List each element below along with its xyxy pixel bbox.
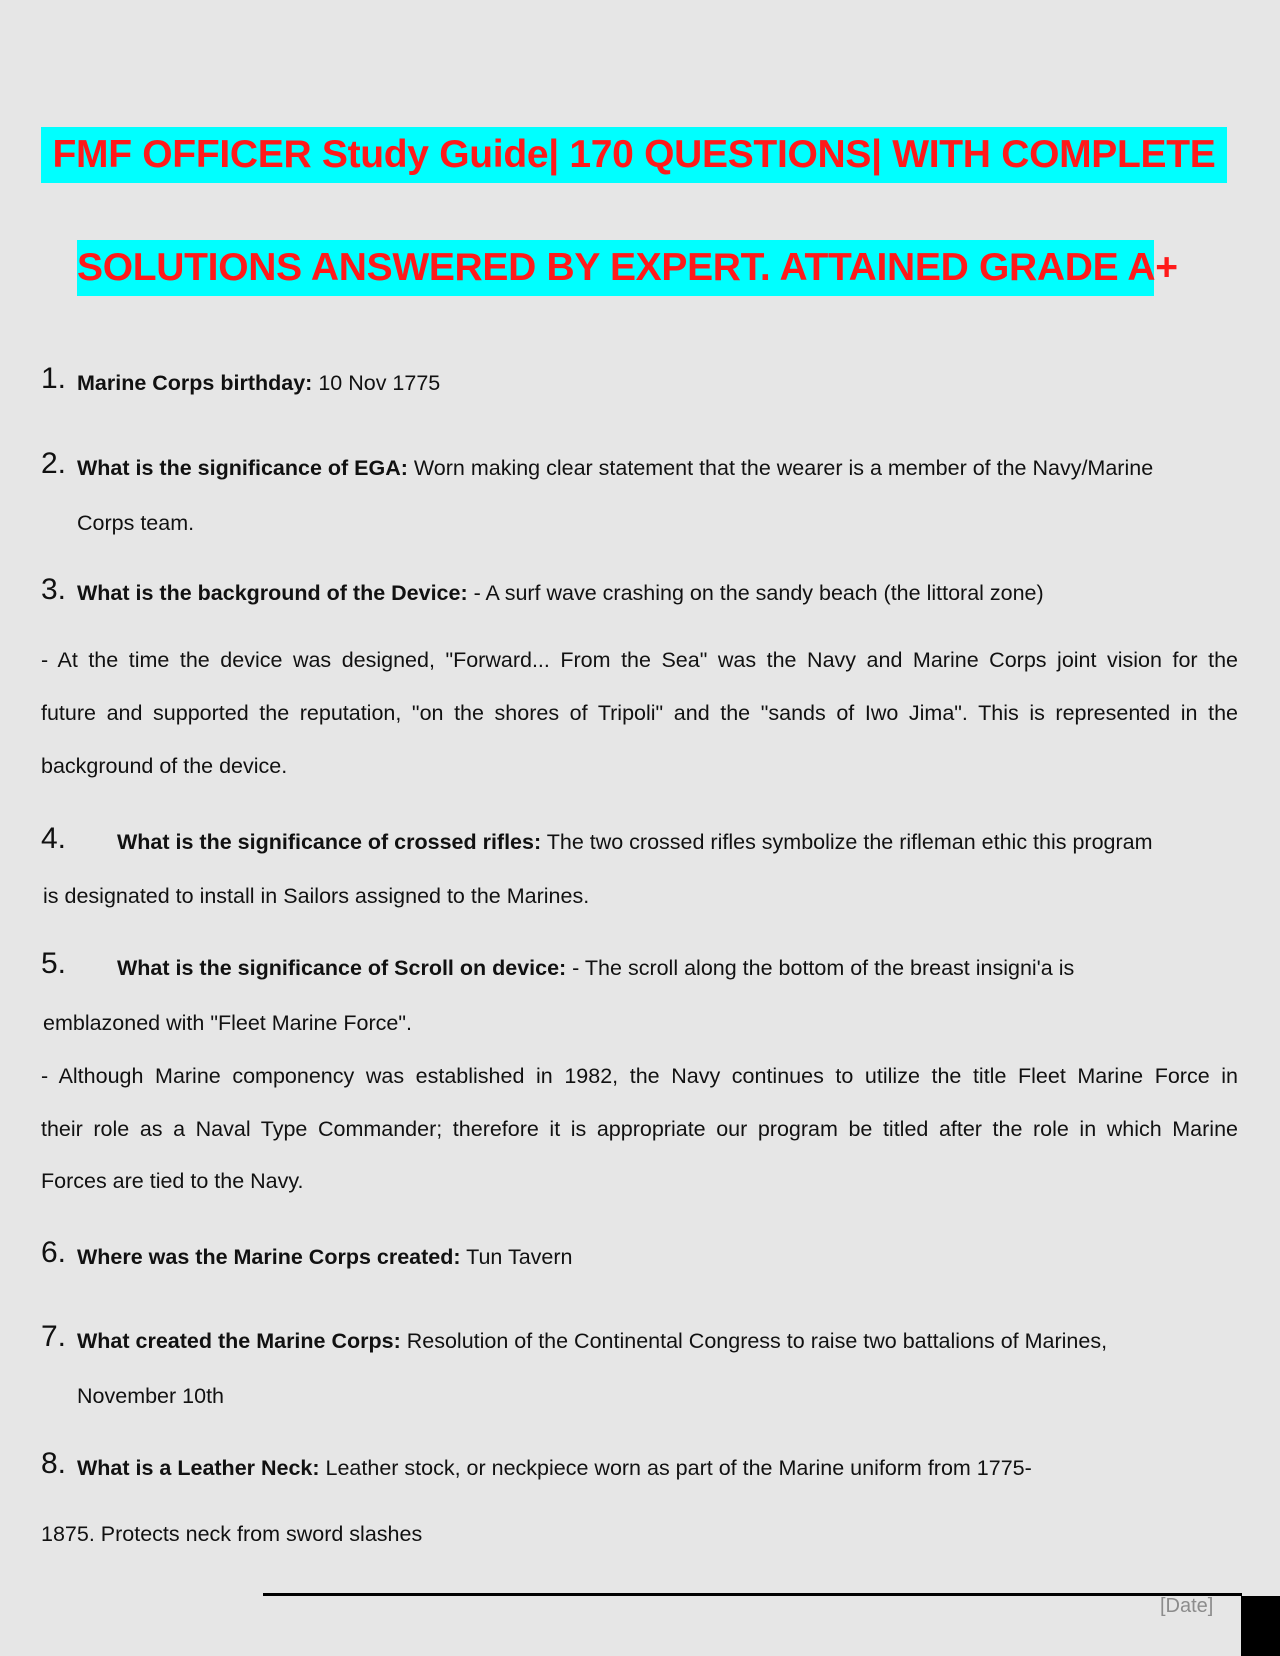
item-number: 2.: [41, 447, 67, 480]
answer-text: - The scroll along the bottom of the breast insigni'a is: [566, 956, 1075, 980]
answer-continuation: is designated to install in Sailors assigned to the Marines.: [43, 884, 590, 908]
item-number: 3.: [41, 573, 67, 606]
answer-text: Leather stock, or neckpiece worn as part of the Marine uniform from 1775-: [319, 1456, 1032, 1480]
answer-text: The two crossed rifles symbolize the rifleman ethic this program: [541, 830, 1153, 854]
question-text: What is the significance of EGA:: [77, 456, 408, 480]
item-number: 7.: [41, 1320, 67, 1353]
paragraph-line: future and supported the reputation, "on the shores of Tripoli" and the "sands of Iwo Jima". This is represented in the: [41, 701, 1238, 725]
answer-text: 10 Nov 1775: [312, 371, 441, 395]
question-text: Marine Corps birthday:: [77, 371, 313, 395]
document-title-line-2: SOLUTIONS ANSWERED BY EXPERT. ATTAINED GRADE A+: [77, 240, 1154, 296]
answer-text: Resolution of the Continental Congress to raise two battalions of Marines,: [400, 1329, 1108, 1353]
question-text: What is the significance of Scroll on device:: [117, 956, 567, 980]
item-number: 1.: [41, 362, 67, 395]
question-text: Where was the Marine Corps created:: [77, 1245, 461, 1269]
question-text: What created the Marine Corps:: [77, 1329, 401, 1353]
list-item: [77, 1242, 572, 1272]
answer-continuation: 1875. Protects neck from sword slashes: [41, 1522, 423, 1546]
answer-continuation: Corps team.: [77, 511, 195, 535]
answer-continuation: November 10th: [77, 1384, 224, 1408]
paragraph-line: - At the time the device was designed, "Forward... From the Sea" was the Navy and Marine Corps joint vision for the: [41, 648, 1238, 672]
answer-text: Worn making clear statement that the wearer is a member of the Navy/Marine: [407, 456, 1154, 480]
answer-continuation: emblazoned with "Fleet Marine Force".: [43, 1011, 412, 1035]
paragraph-line: background of the device.: [41, 754, 288, 778]
list-item: [117, 827, 1153, 857]
paragraph-line: Forces are tied to the Navy.: [41, 1169, 304, 1193]
paragraph-line: their role as a Naval Type Commander; therefore it is appropriate our program be titled after the role in which Marine: [41, 1117, 1238, 1141]
question-text: What is a Leather Neck:: [77, 1456, 320, 1480]
footer-divider: [263, 1593, 1242, 1596]
list-item: [117, 953, 1074, 983]
question-text: What is the significance of crossed rifles:: [117, 830, 542, 854]
answer-text: Tun Tavern: [460, 1245, 573, 1269]
item-number: 6.: [41, 1236, 67, 1269]
list-item: [77, 1453, 1032, 1483]
answer-text: - A surf wave crashing on the sandy beach (the littoral zone): [467, 581, 1044, 605]
question-text: What is the background of the Device:: [77, 581, 468, 605]
footer-date: [Date]: [1160, 1595, 1214, 1617]
item-number: 4.: [41, 822, 67, 855]
list-item: [77, 1326, 1107, 1356]
document-title-line-1: FMF OFFICER Study Guide| 170 QUESTIONS| WITH COMPLETE: [41, 127, 1227, 183]
list-item: [77, 368, 440, 398]
paragraph-line: - Although Marine componency was established in 1982, the Navy continues to utilize the title Fleet Marine Force in: [41, 1064, 1238, 1088]
item-number: 5.: [41, 947, 67, 980]
list-item: [77, 453, 1153, 483]
footer-page-block: [1241, 1596, 1280, 1656]
item-number: 8.: [41, 1447, 67, 1480]
list-item: [77, 578, 1044, 608]
